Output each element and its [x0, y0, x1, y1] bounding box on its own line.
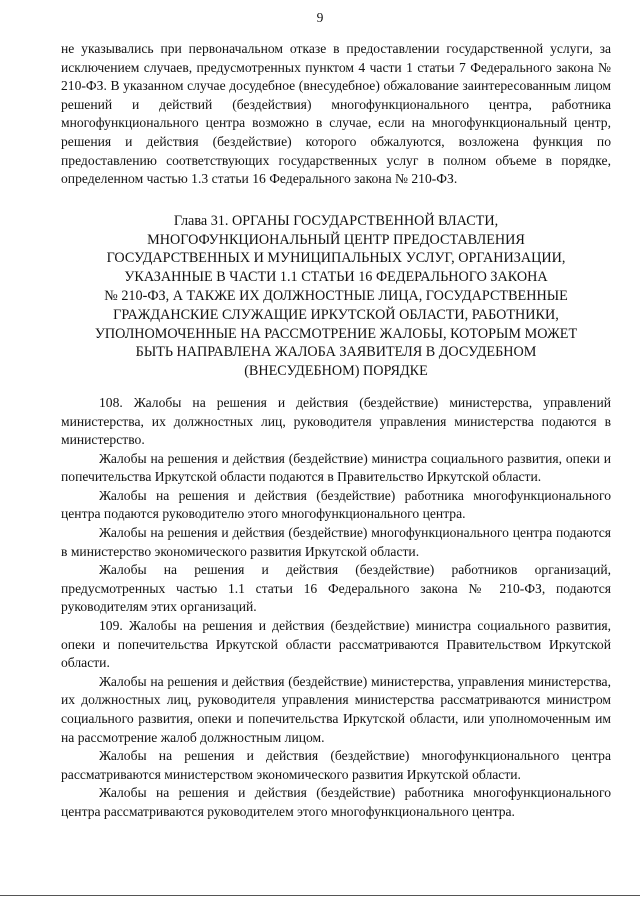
paragraph: Жалобы на решения и действия (бездействие) министра социального развития, опеки и попечительства Иркутской области подаются в Правительство Иркутской области. [61, 450, 611, 485]
chapter-heading-line: Глава 31. ОРГАНЫ ГОСУДАРСТВЕННОЙ ВЛАСТИ, [173, 212, 499, 229]
chapter-heading-line: ГРАЖДАНСКИЕ СЛУЖАЩИЕ ИРКУТСКОЙ ОБЛАСТИ, РАБОТНИКИ, [113, 306, 559, 323]
chapter-heading-line: БЫТЬ НАПРАВЛЕНА ЖАЛОБА ЗАЯВИТЕЛЯ В ДОСУДЕБНОМ [135, 344, 537, 361]
paragraph-109: 109. Жалобы на решения и действия (бездействие) министра социального развития, опеки и попечительства Иркутской области рассматриваются Правительством Иркутской области. [61, 618, 611, 671]
paragraph: Жалобы на решения и действия (бездействие) работника многофункционального центра рассматриваются руководителем этого многофункционального центра. [61, 785, 611, 819]
page-number: 9 [316, 10, 324, 25]
paragraph: Жалобы на решения и действия (бездействие) министерства, управления министерства, их должностных лиц, руководителя управления министерства рассматриваются министром социального развития, опеки и попечительства Иркутской области, или уполномоченным им на рассмотрение жалоб должностным лицом. [61, 673, 611, 745]
chapter-heading-line: УПОЛНОМОЧЕННЫЕ НА РАССМОТРЕНИЕ ЖАЛОБЫ, КОТОРЫМ МОЖЕТ [94, 325, 578, 342]
paragraph: Жалобы на решения и действия (бездействие) работника многофункционального центра подаются руководителю этого многофункционального центра. [61, 487, 611, 522]
chapter-heading-line: МНОГОФУНКЦИОНАЛЬНЫЙ ЦЕНТР ПРЕДОСТАВЛЕНИЯ [147, 231, 525, 248]
chapter-heading-line: (ВНЕСУДЕБНОМ) ПОРЯДКЕ [244, 363, 428, 380]
paragraph-continued: не указывались при первоначальном отказе в предоставлении государственной услуги, за исключением случаев, предусмотренных пунктом 4 части 1 статьи 7 Федерального закона № 210-ФЗ. В указанном случае досудебное (внесудебное) обжалование заинтересованным лицом решений и действий (бездействия) многофункционального центра, работника многофункционального центра возможно в случае, если на многофункциональный центр, решения и действия (бездействие) которого обжалуются, возложена функция по предоставлению соответствующих государственных услуг в полном объеме в порядке, определенном частью 1.3 статьи 16 Федерального закона № 210-ФЗ. [61, 41, 611, 187]
paragraph: Жалобы на решения и действия (бездействие) работников организаций, предусмотренных частью 1.1 статьи 16 Федерального закона № 210-ФЗ, подаются руководителям этих организаций. [61, 562, 611, 615]
chapter-heading-line: № 210-ФЗ, А ТАКЖЕ ИХ ДОЛЖНОСТНЫЕ ЛИЦА, ГОСУДАРСТВЕННЫЕ [104, 287, 568, 304]
chapter-heading [61, 212, 611, 381]
chapter-heading-line: ГОСУДАРСТВЕННЫХ И МУНИЦИПАЛЬНЫХ УСЛУГ, ОРГАНИЗАЦИИ, [106, 250, 566, 267]
paragraph: Жалобы на решения и действия (бездействие) многофункционального центра рассматриваются министерством экономического развития Иркутской области. [61, 748, 611, 782]
footer-divider [0, 895, 640, 896]
paragraph: Жалобы на решения и действия (бездействие) многофункционального центра подаются в министерство экономического развития Иркутской области. [61, 525, 611, 559]
document-body [61, 40, 611, 822]
chapter-heading-line: УКАЗАННЫЕ В ЧАСТИ 1.1 СТАТЬИ 16 ФЕДЕРАЛЬНОГО ЗАКОНА [124, 269, 548, 286]
paragraph-108: 108. Жалобы на решения и действия (бездействие) министерства, управлений министерства, их должностных лиц, руководителя управления министерства подаются в министерство. [61, 394, 611, 448]
